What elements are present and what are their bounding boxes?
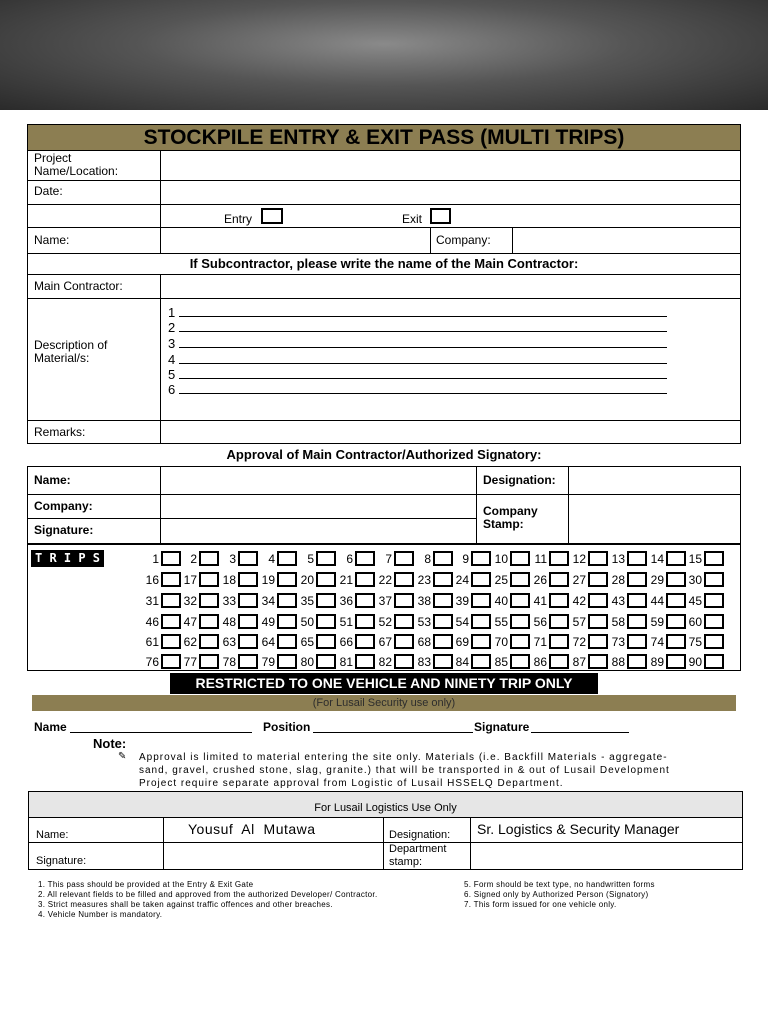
logistics-designation-value: Sr. Logistics & Security Manager <box>477 821 680 837</box>
logistics-name-value: Yousuf Al Mutawa <box>188 821 316 837</box>
trip-number: 35 <box>300 594 314 608</box>
trip-number: 36 <box>339 594 353 608</box>
header-background <box>0 0 768 110</box>
trip-number: 8 <box>424 552 431 566</box>
approval-name-field[interactable] <box>162 468 474 493</box>
note-line-1: Approval is limited to material entering the site only. Materials (i.e. Backfill Materials - aggregate- <box>139 752 668 763</box>
trip-number: 52 <box>378 615 392 629</box>
security-name-label: Name <box>34 720 67 734</box>
trip-number: 53 <box>417 615 431 629</box>
trip-number: 86 <box>533 655 547 669</box>
exit-checkbox[interactable] <box>430 208 451 224</box>
trip-number: 66 <box>339 635 353 649</box>
trip-number: 69 <box>455 635 469 649</box>
remarks-field[interactable] <box>162 422 739 443</box>
trip-number: 37 <box>378 594 392 608</box>
trip-number: 7 <box>385 552 392 566</box>
trip-number: 28 <box>611 573 625 587</box>
trip-number: 47 <box>183 615 197 629</box>
trips-label: T R I P S <box>31 550 104 567</box>
trip-number: 33 <box>222 594 236 608</box>
trip-number: 57 <box>572 615 586 629</box>
trip-number: 16 <box>145 573 159 587</box>
trip-number: 68 <box>417 635 431 649</box>
trip-number: 41 <box>533 594 547 608</box>
trip-number: 74 <box>650 635 664 649</box>
trip-number: 49 <box>261 615 275 629</box>
trip-number: 4 <box>268 552 275 566</box>
approval-company-label: Company: <box>34 499 93 513</box>
description-line-5[interactable]: 5 <box>168 367 667 382</box>
trip-number: 65 <box>300 635 314 649</box>
trip-number: 60 <box>688 615 702 629</box>
trip-number: 72 <box>572 635 586 649</box>
trip-number: 12 <box>572 552 586 566</box>
remarks-label: Remarks: <box>34 425 86 439</box>
description-line-3[interactable]: 3 <box>168 336 667 351</box>
trip-number: 1 <box>152 552 159 566</box>
trip-number: 89 <box>650 655 664 669</box>
footnote-6: 6. Signed only by Authorized Person (Signatory) <box>464 890 649 899</box>
logistics-signature-label: Signature: <box>36 855 87 867</box>
company-label: Company: <box>436 233 491 247</box>
trip-number: 70 <box>494 635 508 649</box>
trip-number: 39 <box>455 594 469 608</box>
trip-number: 80 <box>300 655 314 669</box>
trip-number: 90 <box>688 655 702 669</box>
note-bullet-icon: ✎ <box>118 751 127 762</box>
trip-number: 25 <box>494 573 508 587</box>
trip-number: 9 <box>462 552 469 566</box>
trip-checkbox[interactable] <box>704 654 724 669</box>
trip-number: 81 <box>339 655 353 669</box>
date-field[interactable] <box>162 182 739 203</box>
trip-number: 64 <box>261 635 275 649</box>
description-label: Description of Material/s: <box>34 338 108 365</box>
trip-number: 83 <box>417 655 431 669</box>
restriction-banner: RESTRICTED TO ONE VEHICLE AND NINETY TRIP ONLY <box>170 673 598 694</box>
trip-number: 88 <box>611 655 625 669</box>
trip-number: 10 <box>494 552 508 566</box>
name-label: Name: <box>34 233 70 247</box>
description-line-2[interactable]: 2 <box>168 320 667 335</box>
trip-number: 29 <box>650 573 664 587</box>
trip-number: 82 <box>378 655 392 669</box>
trip-number: 84 <box>455 655 469 669</box>
trip-checkbox[interactable] <box>704 634 724 649</box>
trip-number: 59 <box>650 615 664 629</box>
trip-number: 50 <box>300 615 314 629</box>
trip-checkbox[interactable] <box>704 551 724 566</box>
trip-number: 63 <box>222 635 236 649</box>
trip-number: 26 <box>533 573 547 587</box>
trip-number: 27 <box>572 573 586 587</box>
trip-number: 71 <box>533 635 547 649</box>
trip-number: 6 <box>346 552 353 566</box>
trip-number: 46 <box>145 615 159 629</box>
trip-number: 78 <box>222 655 236 669</box>
entry-checkbox[interactable] <box>261 208 283 224</box>
footnote-1: 1. This pass should be provided at the Entry & Exit Gate <box>38 880 254 889</box>
trip-number: 62 <box>183 635 197 649</box>
trip-number: 21 <box>339 573 353 587</box>
logistics-name-label: Name: <box>36 829 69 841</box>
trip-number: 55 <box>494 615 508 629</box>
trip-number: 24 <box>455 573 469 587</box>
trip-number: 11 <box>534 552 547 566</box>
security-position-line[interactable] <box>313 732 473 733</box>
approval-designation-field[interactable] <box>570 468 739 493</box>
project-field[interactable] <box>162 152 739 179</box>
trip-number: 23 <box>417 573 431 587</box>
trip-number: 2 <box>190 552 197 566</box>
form-title: STOCKPILE ENTRY & EXIT PASS (MULTI TRIPS) <box>28 125 740 151</box>
trip-number: 61 <box>145 635 159 649</box>
company-field[interactable] <box>514 229 739 252</box>
trip-number: 51 <box>339 615 353 629</box>
trip-number: 67 <box>378 635 392 649</box>
trip-number: 15 <box>688 552 702 566</box>
subcontractor-note: If Subcontractor, please write the name of the Main Contractor: <box>189 256 579 271</box>
trip-checkbox[interactable] <box>704 614 724 629</box>
logistics-designation-label: Designation: <box>389 829 451 841</box>
trip-number: 45 <box>688 594 702 608</box>
trip-number: 85 <box>494 655 508 669</box>
trip-number: 19 <box>261 573 275 587</box>
trip-number: 14 <box>650 552 664 566</box>
security-bar: (For Lusail Security use only) <box>32 695 736 711</box>
logistics-stamp-label: Department stamp: <box>389 843 447 868</box>
approval-signature-field[interactable] <box>162 520 474 543</box>
trip-number: 75 <box>688 635 702 649</box>
security-name-line[interactable] <box>70 732 252 733</box>
trip-number: 79 <box>261 655 275 669</box>
trip-number: 30 <box>688 573 702 587</box>
trip-number: 31 <box>145 594 159 608</box>
date-label: Date: <box>34 184 63 198</box>
security-signature-line[interactable] <box>531 732 629 733</box>
trip-number: 73 <box>611 635 625 649</box>
logistics-stamp-field[interactable] <box>472 844 741 869</box>
approval-stamp-label: Company Stamp: <box>483 504 538 531</box>
trip-number: 42 <box>572 594 586 608</box>
description-line-6[interactable]: 6 <box>168 382 667 397</box>
trip-checkbox[interactable] <box>704 593 724 608</box>
trip-number: 17 <box>183 573 197 587</box>
trip-checkbox[interactable] <box>704 572 724 587</box>
approval-company-field[interactable] <box>162 496 474 517</box>
trip-number: 20 <box>300 573 314 587</box>
trip-number: 54 <box>455 615 469 629</box>
trip-number: 32 <box>183 594 197 608</box>
footnote-5: 5. Form should be text type, no handwritten forms <box>464 880 655 889</box>
entry-label: Entry <box>224 212 253 226</box>
footnote-2: 2. All relevant fields to be filled and approved from the authorized Developer/ Contractor. <box>38 890 378 899</box>
description-line-4[interactable]: 4 <box>168 352 667 367</box>
trip-number: 48 <box>222 615 236 629</box>
approval-designation-label: Designation: <box>483 473 556 487</box>
trip-number: 87 <box>572 655 586 669</box>
trip-number: 40 <box>494 594 508 608</box>
footnote-7: 7. This form issued for one vehicle only. <box>464 900 617 909</box>
name-field[interactable] <box>162 229 428 252</box>
footnote-4: 4. Vehicle Number is mandatory. <box>38 910 163 919</box>
note-label: Note: <box>93 736 127 751</box>
trip-number: 38 <box>417 594 431 608</box>
trip-number: 3 <box>229 552 236 566</box>
project-label: Project Name/Location: <box>34 151 119 178</box>
exit-label: Exit <box>402 212 423 226</box>
trip-number: 43 <box>611 594 625 608</box>
main-contractor-field[interactable] <box>162 276 739 297</box>
trip-number: 13 <box>611 552 625 566</box>
trip-number: 44 <box>650 594 664 608</box>
main-contractor-label: Main Contractor: <box>34 279 123 293</box>
approval-signature-label: Signature: <box>34 523 94 537</box>
approval-name-label: Name: <box>34 473 71 487</box>
trip-number: 76 <box>145 655 159 669</box>
footnote-3: 3. Strict measures shall be taken against traffic offences and other breaches. <box>38 900 333 909</box>
description-line-1[interactable]: 1 <box>168 305 667 320</box>
trip-number: 77 <box>183 655 197 669</box>
trip-number: 5 <box>307 552 314 566</box>
logistics-signature-field[interactable] <box>165 844 381 869</box>
security-signature-label: Signature <box>474 720 530 734</box>
note-line-2: sand, gravel, crushed stone, slag, granite.) that will be transported in & out of Lusail Development <box>139 765 670 776</box>
trip-number: 22 <box>378 573 392 587</box>
trip-number: 18 <box>222 573 236 587</box>
approval-heading: Approval of Main Contractor/Authorized Signatory: <box>226 447 542 462</box>
trip-number: 56 <box>533 615 547 629</box>
trip-number: 58 <box>611 615 625 629</box>
security-position-label: Position <box>263 720 311 734</box>
trip-number: 34 <box>261 594 275 608</box>
logistics-heading: For Lusail Logistics Use Only <box>29 792 742 818</box>
note-line-3: Project require separate approval from Logistic of Lusail HSSELQ Department. <box>139 778 564 789</box>
